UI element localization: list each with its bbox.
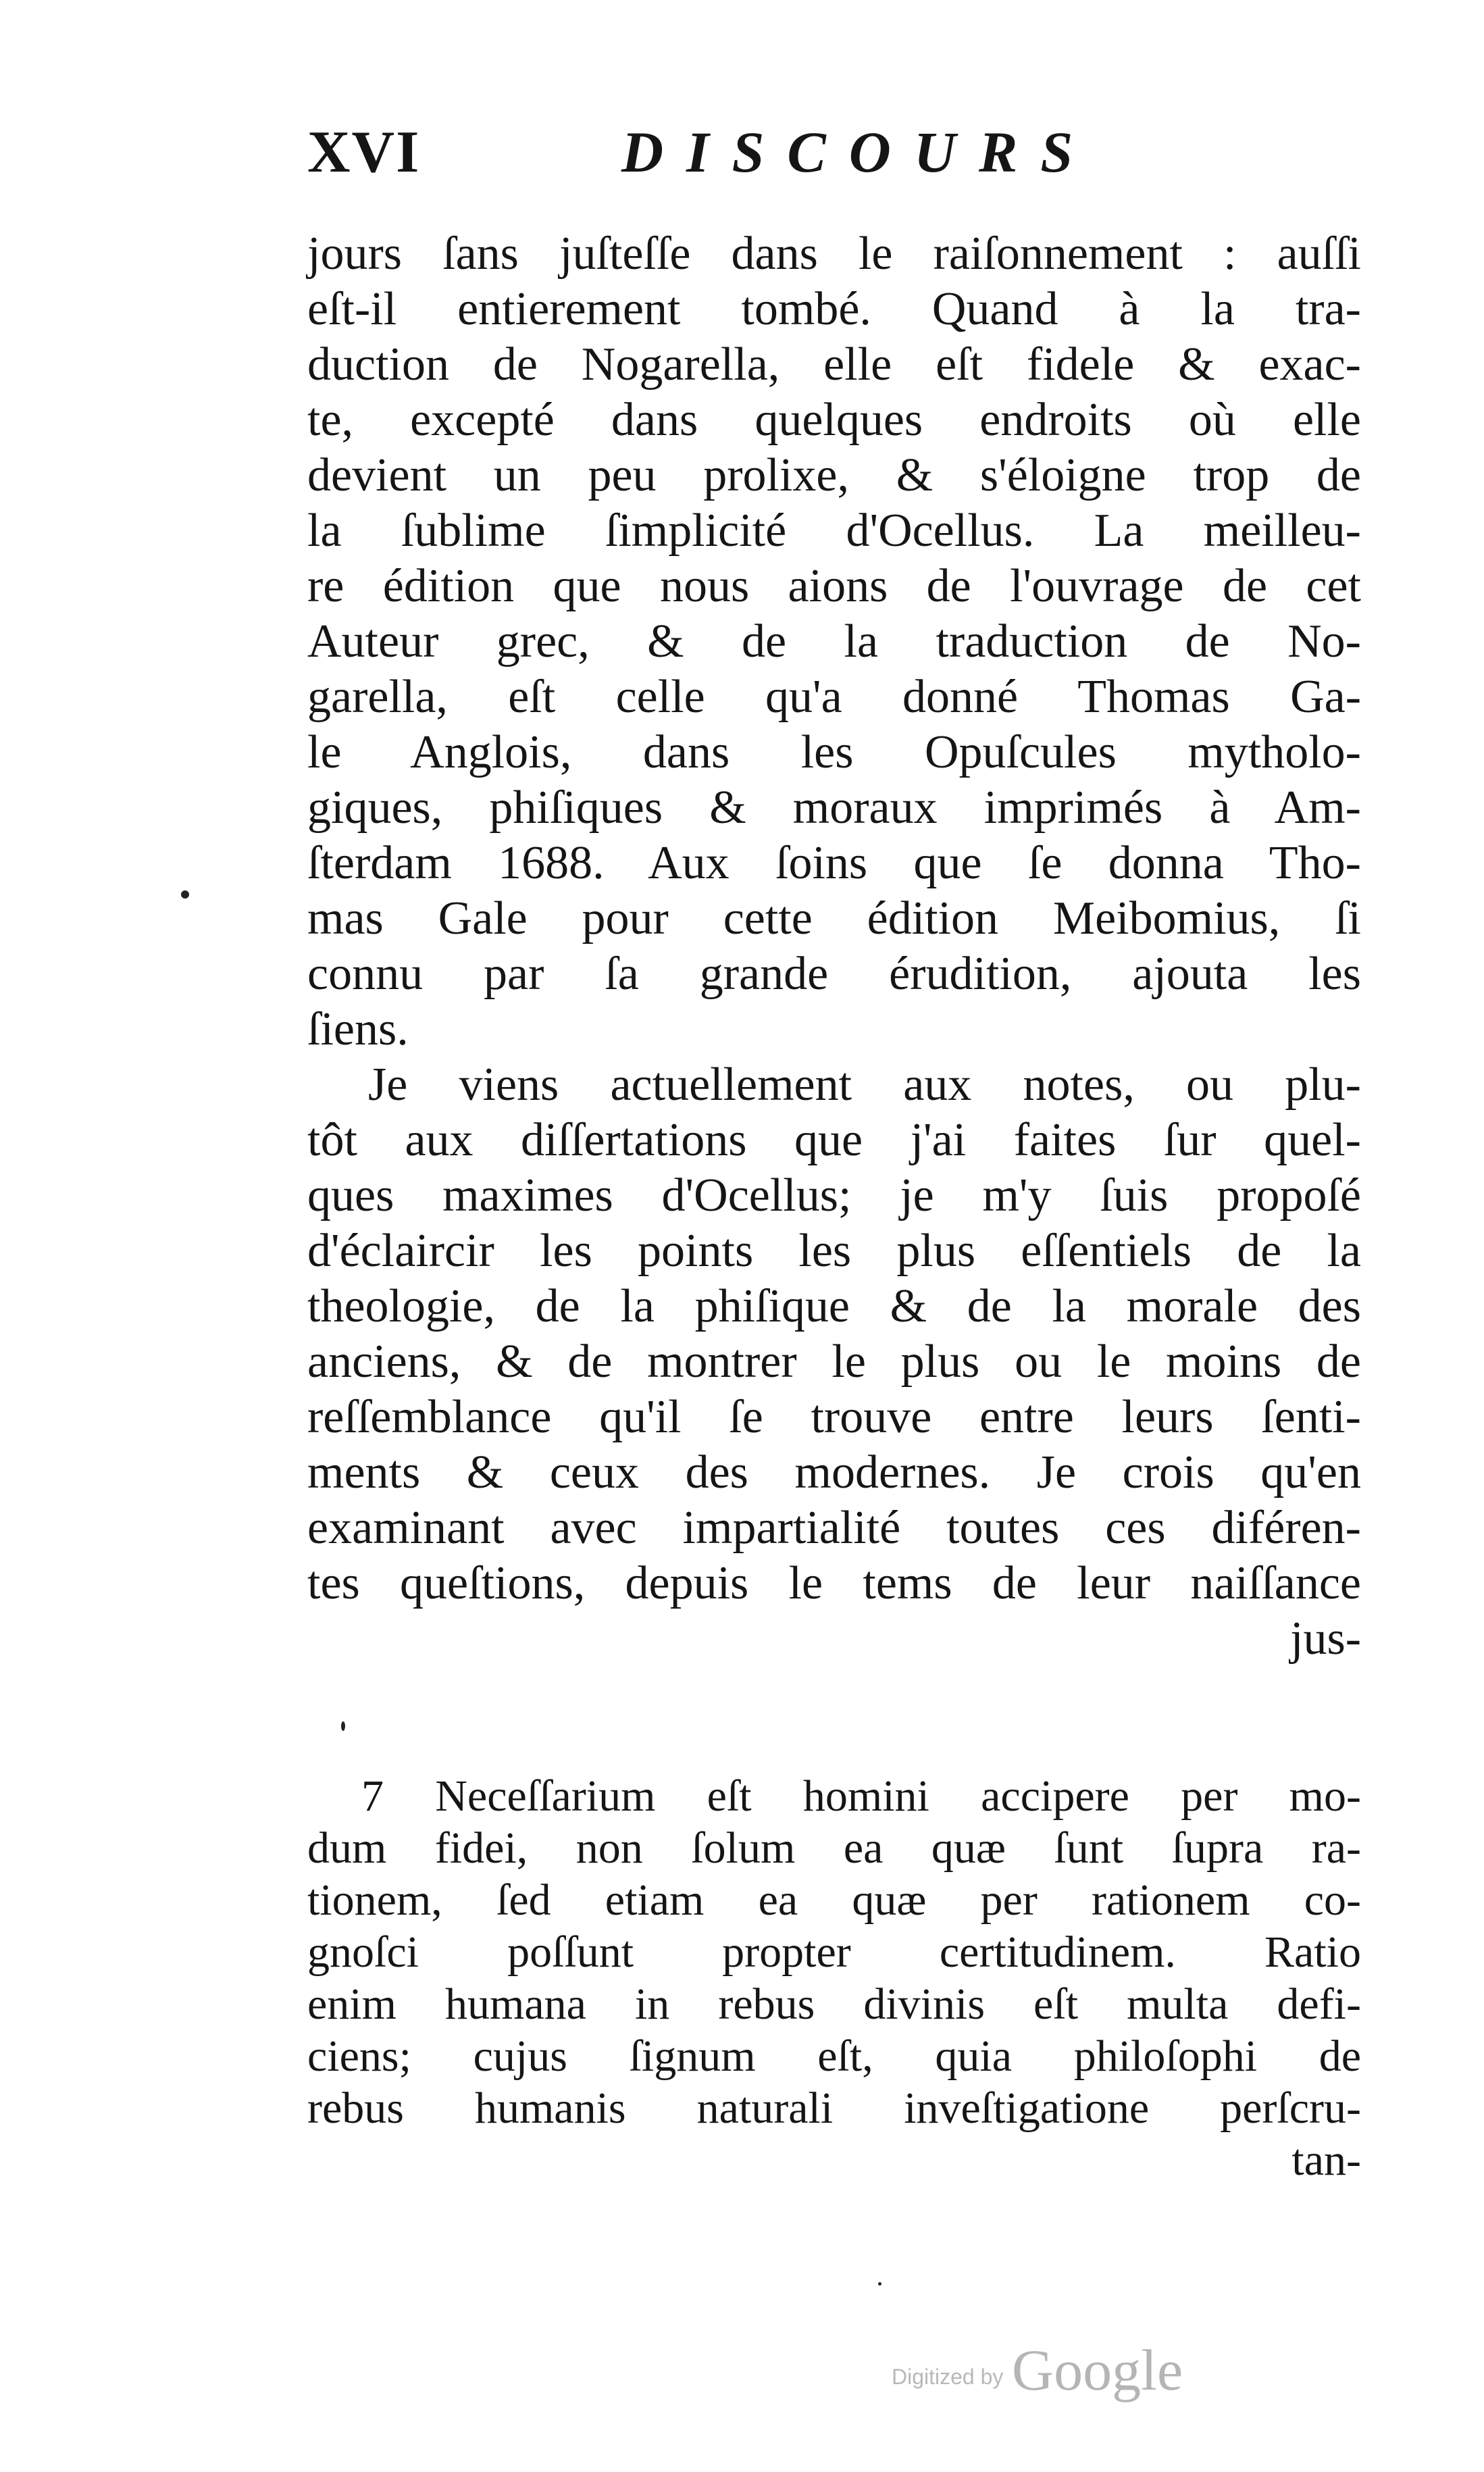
text-line: connu par ſa grande érudition, ajouta les: [307, 948, 1361, 1000]
footnote-line: 7 Neceſſarium eſt homini accipere per mo-: [361, 1771, 1361, 1821]
text-line: d'éclaircir les points les plus eſſentiels de la: [307, 1225, 1361, 1277]
text-line: duction de Nogarella, elle eſt fidele & exac-: [307, 338, 1361, 390]
text-line: ments & ceux des modernes. Je crois qu'en: [307, 1446, 1361, 1498]
watermark-prefix: Digitized by: [892, 2365, 1004, 2389]
ink-speck: [181, 890, 189, 899]
main-text: [307, 226, 1361, 1667]
footnote-line: dum fidei, non ſolum ea quæ ſunt ſupra ra-: [307, 1823, 1361, 1873]
text-line: devient un peu prolixe, & s'éloigne trop de: [307, 449, 1361, 501]
text-line: mas Gale pour cette édition Meibomius, ſi: [307, 892, 1361, 944]
footnote-line: ciens; cujus ſignum eſt, quia philoſophi de: [307, 2032, 1361, 2081]
text-line: giques, phiſiques & moraux imprimés à Am-: [307, 782, 1361, 834]
text-line: te, excepté dans quelques endroits où elle: [307, 394, 1361, 446]
text-line: Auteur grec, & de la traduction de No-: [307, 615, 1361, 667]
text-line: ſiens.: [307, 1003, 409, 1055]
footnote-line: gnoſci poſſunt propter certitudinem. Ratio: [307, 1927, 1361, 1977]
text-line: reſſemblance qu'il ſe trouve entre leurs ſenti-: [307, 1391, 1361, 1443]
text-line: ques maximes d'Ocellus; je m'y ſuis propoſé: [307, 1169, 1361, 1221]
page-number: XVI: [307, 120, 421, 185]
paragraph-start-line: Je viens actuellement aux notes, ou plu-: [368, 1059, 1361, 1111]
catchword: jus-: [1290, 1613, 1361, 1665]
google-logo: Google: [1012, 2338, 1183, 2402]
footnote-catchword: tan-: [1291, 2136, 1361, 2185]
footnote-line: tionem, ſed etiam ea quæ per rationem co-: [307, 1875, 1361, 1925]
ink-speck: [878, 2282, 881, 2286]
text-line: tôt aux diſſertations que j'ai faites ſur quel-: [307, 1114, 1361, 1166]
digitized-watermark: [892, 2324, 1229, 2405]
text-line: eſt-il entierement tombé. Quand à la tra-: [307, 283, 1361, 335]
text-line: la ſublime ſimplicité d'Ocellus. La meilleu-: [307, 505, 1361, 557]
text-line: jours ſans juſteſſe dans le raiſonnement : auſſi: [307, 228, 1361, 280]
page-header: [307, 118, 1375, 193]
footnote: [307, 1770, 1361, 2186]
footnote-line: enim humana in rebus divinis eſt multa defi-: [307, 1979, 1361, 2029]
text-line: le Anglois, dans les Opuſcules mytholo-: [307, 726, 1361, 778]
text-line: anciens, & de montrer le plus ou le moins de: [307, 1336, 1361, 1388]
running-title: DISCOURS: [621, 120, 1096, 184]
text-line: theologie, de la phiſique & de la morale des: [307, 1280, 1361, 1332]
text-line: garella, eſt celle qu'a donné Thomas Ga-: [307, 671, 1361, 723]
text-line: tes queſtions, depuis le tems de leur naiſſance: [307, 1557, 1361, 1609]
ink-speck: [341, 1721, 345, 1731]
text-line: examinant avec impartialité toutes ces diféren-: [307, 1502, 1361, 1554]
footnote-line: rebus humanis naturali inveſtigatione perſcru-: [307, 2084, 1361, 2133]
text-line: ſterdam 1688. Aux ſoins que ſe donna Tho-: [307, 837, 1361, 889]
text-line: re édition que nous aions de l'ouvrage de cet: [307, 560, 1361, 612]
